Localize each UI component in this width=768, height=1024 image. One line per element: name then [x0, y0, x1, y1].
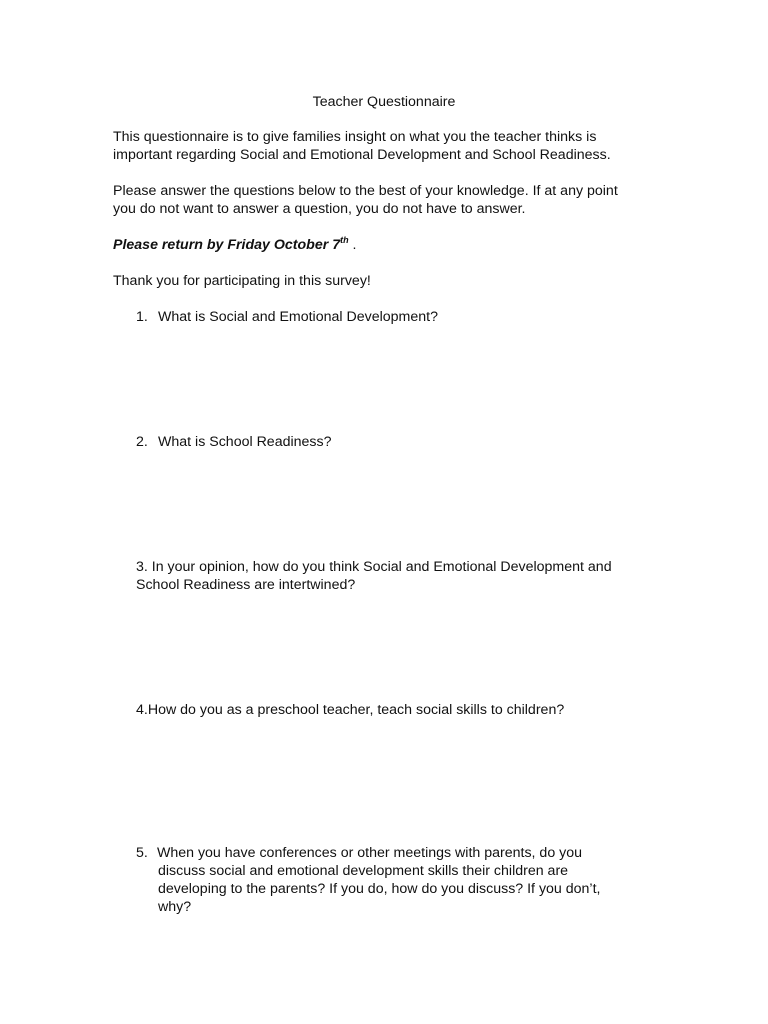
- question-line: why?: [158, 899, 192, 915]
- question-number: 5.: [136, 845, 148, 861]
- question-line: What is School Readiness?: [158, 434, 332, 450]
- question-line: 3. In your opinion, how do you think Social and Emotional Development and: [136, 559, 612, 575]
- question-line: 4.How do you as a preschool teacher, teach social skills to children?: [136, 702, 565, 718]
- instructions-line: Please answer the questions below to the best of your knowledge. If at any point: [113, 183, 618, 199]
- return-notice: [113, 236, 673, 254]
- intro-line: This questionnaire is to give families insight on what you the teacher thinks is: [113, 129, 597, 145]
- question-line: What is Social and Emotional Development?: [158, 309, 438, 325]
- question-text: [158, 433, 678, 451]
- thanks-line: Thank you for participating in this survey!: [113, 273, 371, 289]
- question-text: [136, 558, 676, 594]
- question-number: 2.: [136, 434, 148, 450]
- question-text: [136, 701, 676, 719]
- return-notice-superscript: th: [340, 235, 349, 245]
- question-line: developing to the parents? If you do, how do you discuss? If you don’t,: [158, 881, 601, 897]
- question-text: [158, 308, 678, 326]
- intro-paragraph: [113, 128, 673, 164]
- instructions-paragraph: [113, 182, 673, 218]
- question-line: discuss social and emotional development skills their children are: [158, 863, 569, 879]
- page-title: Teacher Questionnaire: [312, 94, 456, 110]
- return-notice-text: Please return by Friday October 7: [113, 237, 341, 253]
- return-notice-trailing: .: [348, 237, 357, 253]
- question-line: When you have conferences or other meetings with parents, do you: [153, 845, 583, 861]
- instructions-line: you do not want to answer a question, you do not have to answer.: [113, 201, 526, 217]
- question-line: School Readiness are intertwined?: [136, 577, 356, 593]
- intro-line: important regarding Social and Emotional Development and School Readiness.: [113, 147, 611, 163]
- question-text: [153, 844, 673, 916]
- question-number: 1.: [136, 309, 148, 325]
